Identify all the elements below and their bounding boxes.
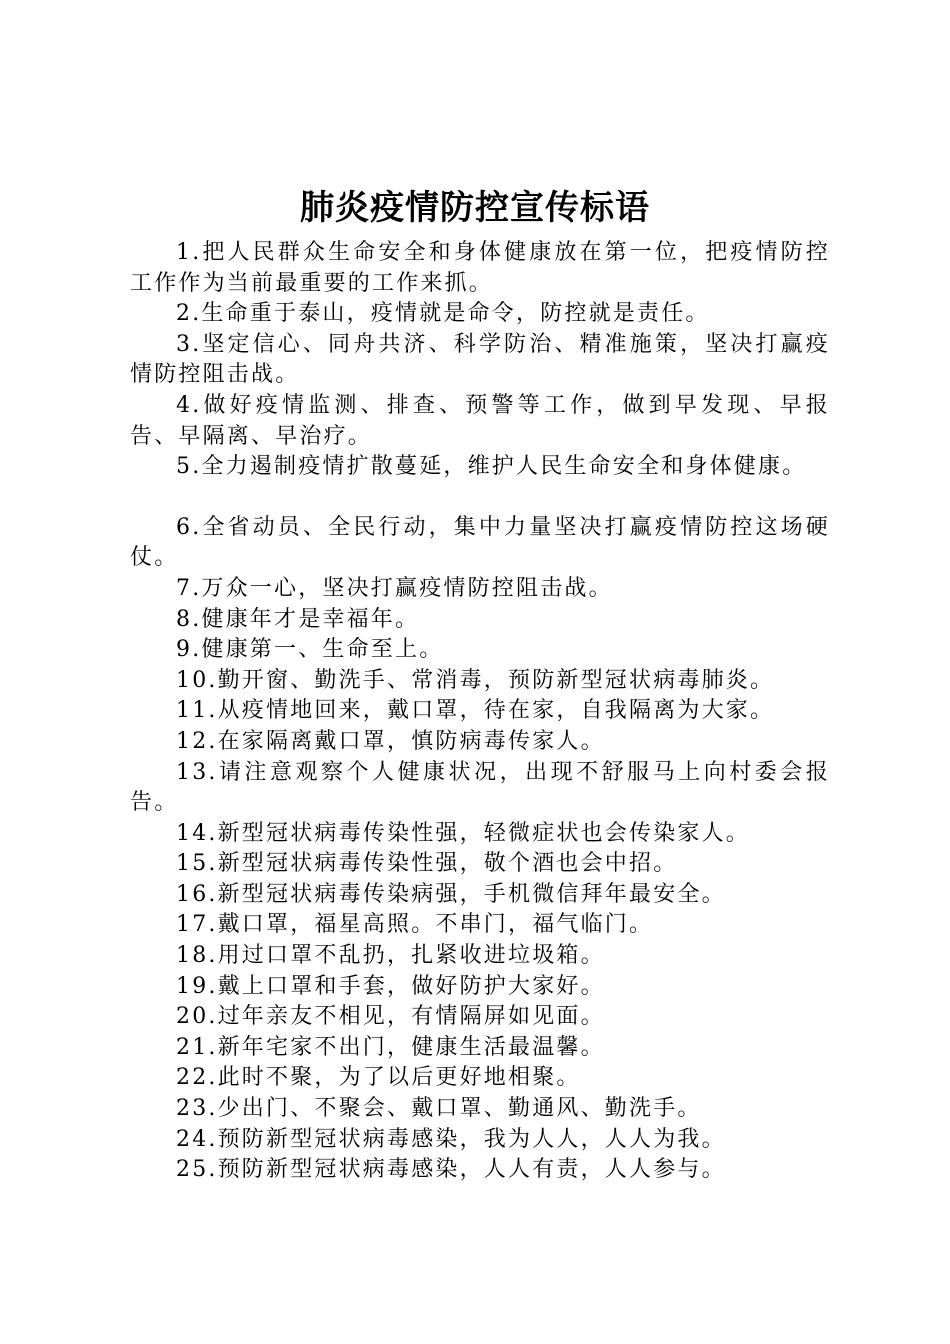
slogan-item: 17.戴口罩，福星高照。不串门，福气临门。: [176, 912, 654, 938]
slogan-item: 14.新型冠状病毒传染性强，轻微症状也会传染家人。: [176, 820, 750, 846]
slogan-item: 11.从疫情地回来，戴口罩，待在家，自我隔离为大家。: [176, 698, 775, 724]
slogan-item: 1.把人民群众生命安全和身体健康放在第一位，把疫情防控工作作为当前最重要的工作来抓。: [130, 240, 830, 296]
document-title: 肺炎疫情防控宣传标语: [300, 188, 650, 228]
slogan-item: 5.全力遏制疫情扩散蔓延，维护人民生命安全和身体健康。: [176, 454, 807, 480]
slogan-item: 20.过年亲友不相见，有情隔屏如见面。: [176, 1004, 605, 1030]
slogan-item: 18.用过口罩不乱扔，扎紧收进垃圾箱。: [176, 943, 605, 969]
slogan-item: 25.预防新型冠状病毒感染，人人有责，人人参与。: [176, 1157, 726, 1183]
slogan-item: 13.请注意观察个人健康状况，出现不舒服马上向村委会报告。: [130, 759, 830, 816]
slogan-item: 3.坚定信心、同舟共济、科学防治、精准施策，坚决打赢疫情防控阻击战。: [130, 331, 830, 388]
slogan-list: [130, 238, 830, 1186]
slogan-item: 7.万众一心，坚决打赢疫情防控阻击战。: [176, 575, 613, 601]
slogan-item: 9.健康第一、生命至上。: [176, 637, 444, 663]
slogan-item: 2.生命重于泰山，疫情就是命令，防控就是责任。: [176, 301, 710, 327]
slogan-item: 10.勤开窗、勤洗手、常消毒，预防新型冠状病毒肺炎。: [176, 667, 775, 693]
slogan-item: 6.全省动员、全民行动，集中力量坚决打赢疫情防控这场硬仗。: [130, 514, 830, 571]
slogan-item: 15.新型冠状病毒传染性强，敬个酒也会中招。: [176, 851, 678, 877]
slogan-item: 8.健康年才是幸福年。: [176, 606, 420, 632]
slogan-item: 23.少出门、不聚会、戴口罩、勤通风、勤洗手。: [176, 1096, 702, 1122]
slogan-item: 16.新型冠状病毒传染病强，手机微信拜年最安全。: [176, 881, 726, 907]
slogan-item: 12.在家隔离戴口罩，慎防病毒传家人。: [176, 728, 605, 754]
slogan-item: 4.做好疫情监测、排查、预警等工作，做到早发现、早报告、早隔离、早治疗。: [130, 392, 830, 449]
slogan-item: 19.戴上口罩和手套，做好防护大家好。: [176, 973, 605, 999]
slogan-item: 22.此时不聚，为了以后更好地相聚。: [176, 1065, 581, 1091]
slogan-item: 21.新年宅家不出门，健康生活最温馨。: [176, 1034, 605, 1060]
paragraph-gap: [130, 483, 830, 513]
slogan-item: 24.预防新型冠状病毒感染，我为人人，人人为我。: [176, 1126, 726, 1152]
